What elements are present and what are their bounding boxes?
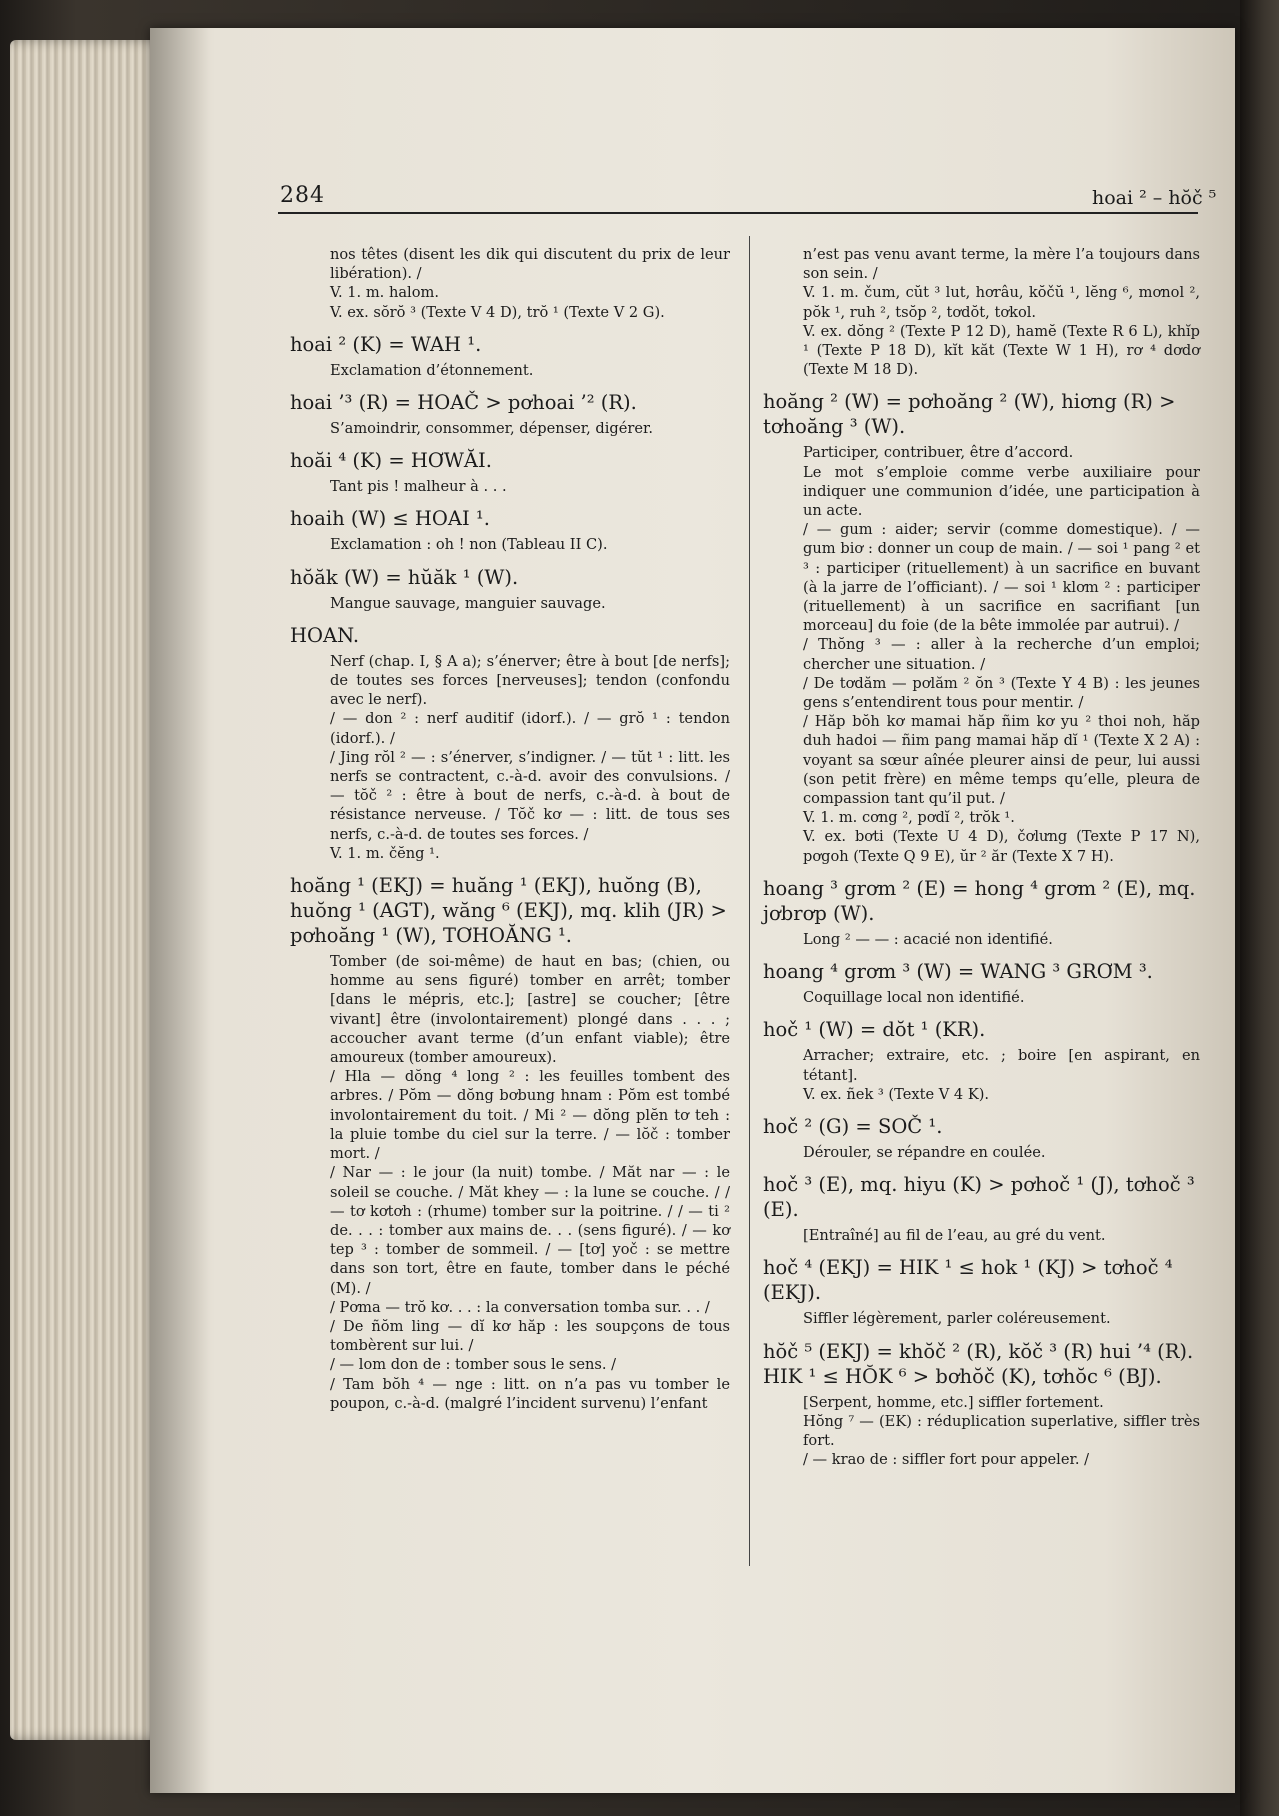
entry-definition: S’amoindrir, consommer, dépenser, digérer. bbox=[330, 420, 654, 438]
left-column bbox=[290, 245, 730, 1413]
entry-definition: Participer, contribuer, être d’accord. bbox=[803, 444, 1074, 462]
entry-definition: V. ex. dŏng ² (Texte P 12 D), hamĕ (Texte R 6 L), khĭp ¹ (Texte P 18 D), kĭt kăt (Texte W 1 H), rơ ⁴ dơdơ (Texte M 18 D). bbox=[803, 322, 1200, 379]
entry-headword: hoăng ¹ (EKJ) = huăng ¹ (EKJ), huŏng (B), huŏng ¹ (AGT), wăng ⁶ (EKJ), mq. klih (JR) > pơhoăng ¹ (W), TƠHOĂNG ¹. bbox=[290, 874, 727, 948]
entry-headword: hoang ³ grơm ² (E) = hong ⁴ grơm ² (E), mq. jơbrơp (W). bbox=[763, 876, 1196, 925]
entry-continuation: V. 1. m. halom. bbox=[330, 284, 439, 302]
entry-definition: / Hăp bŏh kơ mamai hăp ñim kơ yu ² thoi noh, hăp duh hadoi — ñim pang mamai hăp dĭ ¹ (Texte X 2 A) : voyant sa sœur aînée pleurer ainsi de peur, lui aussi (son petit frère) en même temps qu’elle, pleura de compassion tant qu’il put. / bbox=[803, 713, 1200, 808]
entry-definition: / Hla — dŏng ⁴ long ² : les feuilles tombent des arbres. / Pŏm — dŏng bơbung hnam : Pŏm est tombé involontairement du toit. / Mi ² — dŏng plĕn tơ teh : la pluie tombe du ciel sur la terre. / — lŏč : tomber mort. / bbox=[330, 1068, 730, 1163]
entry-definition: Le mot s’emploie comme verbe auxiliaire pour indiquer une communion d’idée, une participation à un acte. bbox=[803, 463, 1200, 520]
facing-page-edge bbox=[1240, 0, 1279, 1816]
entry-definition: Exclamation : oh ! non (Tableau II C). bbox=[330, 536, 608, 554]
entry-definition: V. 1. m. cơng ², pơdĭ ², trŏk ¹. bbox=[803, 809, 1015, 827]
entry-definition: / Nar — : le jour (la nuit) tombe. / Măt nar — : le soleil se couche. / Măt khey — : la lune se couche. / / — tơ kơtơh : (rhume) tomber sur la poitrine. / / — ti ² de. . . : tomber aux mains de. . . (sens figuré). / — kơ tep ³ : tomber de sommeil. / — [tơ] yoč : se mettre dans son tort, être en faute, tomber dans le péché (M). / bbox=[330, 1164, 730, 1297]
entry-headword: hŏč ⁵ (EKJ) = khŏč ² (R), kŏč ³ (R) hui ’⁴ (R). HIK ¹ ≤ HŎK ⁶ > bơhŏč (K), tơhŏc ⁶ (BJ). bbox=[763, 1339, 1194, 1388]
entry-definition: / Pơma — trŏ kơ. . . : la conversation tomba sur. . . / bbox=[330, 1298, 710, 1316]
entry-definition: Exclamation d’étonnement. bbox=[330, 361, 534, 379]
entry-headword: hoč ² (G) = SOČ ¹. bbox=[763, 1114, 943, 1138]
right-column bbox=[763, 245, 1200, 1469]
entry-definition: / Tam bŏh ⁴ — nge : litt. on n’a pas vu tomber le poupon, c.-à-d. (malgré l’incident survenu) l’enfant bbox=[330, 1375, 730, 1412]
entry-definition: / Thŏng ³ — : aller à la recherche d’un emploi; chercher une situation. / bbox=[803, 636, 1200, 673]
entry-definition: / — don ² : nerf auditif (idorf.). / — grŏ ¹ : tendon (idorf.). / bbox=[330, 710, 730, 747]
entry-definition: / — krao de : siffler fort pour appeler. / bbox=[803, 1451, 1090, 1469]
entry-definition: [Serpent, homme, etc.] siffler fortement. bbox=[803, 1393, 1104, 1411]
entry-definition: Arracher; extraire, etc. ; boire [en aspirant, en tétant]. bbox=[803, 1047, 1200, 1084]
entry-definition: / — gum : aider; servir (comme domestique). / — gum biơ : donner un coup de main. / — soi ¹ pang ² et ³ : participer (rituellement) à un sacrifice en buvant (à la jarre de l’officiant). / — soi ¹ klơm ² : participer (rituellement) à un sacrifice en sacrifiant [un morceau] du foie (de la bête immolée par autrui). / bbox=[803, 521, 1200, 635]
entry-headword: hoăi ⁴ (K) = HƠWĂI. bbox=[290, 449, 492, 473]
entry-definition: [Entraîné] au fil de l’eau, au gré du vent. bbox=[803, 1227, 1106, 1245]
entry-definition: V. 1. m. čum, cŭt ³ lut, hơrâu, kŏčŭ ¹, lĕng ⁶, mơnol ², pŏk ¹, ruh ², tsŏp ², tơdŏt, tơkol. bbox=[803, 284, 1200, 321]
entry-definition: / — lom don de : tomber sous le sens. / bbox=[330, 1356, 617, 1374]
entry-definition: V. ex. bơti (Texte U 4 D), čơlưng (Texte P 17 N), pơgoh (Texte Q 9 E), ŭr ² ăr (Texte X 7 H). bbox=[803, 828, 1200, 865]
entry-definition: Tomber (de soi-même) de haut en bas; (chien, ou homme au sens figuré) tomber en arrêt; tomber [dans le mépris, etc.]; [astre] se coucher; [être vivant] être (involontairement) plongé dans . . . ; accoucher avant terme (d’un enfant viable); être amoureux (tomber amoureux). bbox=[330, 953, 730, 1067]
entry-definition: Siffler légèrement, parler coléreusement. bbox=[803, 1310, 1111, 1328]
entry-definition: Nerf (chap. I, § A a); s’énerver; être à bout [de nerfs]; de toutes ses forces [nerveuses]; tendon (confondu avec le nerf). bbox=[330, 652, 730, 709]
entry-definition: V. 1. m. čĕng ¹. bbox=[330, 844, 440, 862]
entry-headword: hoăng ² (W) = pơhoăng ² (W), hiơng (R) > tơhoăng ³ (W). bbox=[763, 390, 1176, 439]
entry-headword: hoai ’³ (R) = HOAČ > pơhoai ’² (R). bbox=[290, 391, 637, 415]
entry-headword: hoč ¹ (W) = dŏt ¹ (KR). bbox=[763, 1018, 986, 1042]
entry-definition: Tant pis ! malheur à . . . bbox=[330, 478, 507, 496]
entry-continuation: nos têtes (disent les dik qui discutent du prix de leur libération). / bbox=[330, 246, 730, 283]
entry-definition: / De ñŏm ling — dĭ kơ hăp : les soupçons de tous tombèrent sur lui. / bbox=[330, 1317, 730, 1355]
entry-definition: / De tơdăm — pơlăm ² ŏn ³ (Texte Y 4 B) : les jeunes gens s’entendirent tous pour mentir. / bbox=[803, 674, 1200, 712]
gutter-shadow bbox=[150, 28, 210, 1793]
entry-headword: HOAN. bbox=[290, 623, 360, 647]
entry-definition: n’est pas venu avant terme, la mère l’a toujours dans son sein. / bbox=[803, 246, 1200, 283]
page-edges bbox=[10, 40, 170, 1740]
entry-headword: hoang ⁴ grơm ³ (W) = WANG ³ GRƠM ³. bbox=[763, 960, 1153, 984]
column-rule bbox=[749, 236, 750, 1566]
entry-headword: hoai ² (K) = WAH ¹. bbox=[290, 332, 482, 356]
entry-definition: Hŏng ⁷ — (EK) : réduplication superlative, siffler très fort. bbox=[803, 1412, 1200, 1449]
entry-headword: hoaih (W) ≤ HOAI ¹. bbox=[290, 507, 490, 531]
entry-continuation: V. ex. sŏrŏ ³ (Texte V 4 D), trŏ ¹ (Texte V 2 G). bbox=[330, 303, 665, 321]
entry-definition: Long ² — — : acacié non identifié. bbox=[803, 930, 1053, 948]
entry-definition: Dérouler, se répandre en coulée. bbox=[803, 1143, 1046, 1161]
header-rule bbox=[278, 212, 1198, 214]
entry-definition: Mangue sauvage, manguier sauvage. bbox=[330, 594, 606, 612]
entry-headword: hŏăk (W) = hŭăk ¹ (W). bbox=[290, 565, 519, 589]
entry-headword: hoč ⁴ (EKJ) = HIK ¹ ≤ hok ¹ (KJ) > tơhoč ⁴ (EKJ). bbox=[763, 1256, 1173, 1305]
entry-definition: V. ex. ñek ³ (Texte V 4 K). bbox=[803, 1085, 990, 1103]
entry-definition: Coquillage local non identifié. bbox=[803, 989, 1025, 1007]
entry-definition: / Jing rŏl ² — : s’énerver, s’indigner. / — tŭt ¹ : litt. les nerfs se contractent, c.-à-d. avoir des convulsions. / — tŏč ² : être à bout de nerfs, c.-à-d. à bout de résistance nerveuse. / Tŏč kơ — : litt. de tous ses nerfs, c.-à-d. de toutes ses forces. / bbox=[330, 748, 730, 843]
page-number: 284 bbox=[280, 183, 325, 208]
running-head: hoai ² – hŏč ⁵ bbox=[1092, 187, 1217, 209]
entry-headword: hoč ³ (E), mq. hiyu (K) > pơhoč ¹ (J), tơhoč ³ (E). bbox=[763, 1173, 1195, 1222]
